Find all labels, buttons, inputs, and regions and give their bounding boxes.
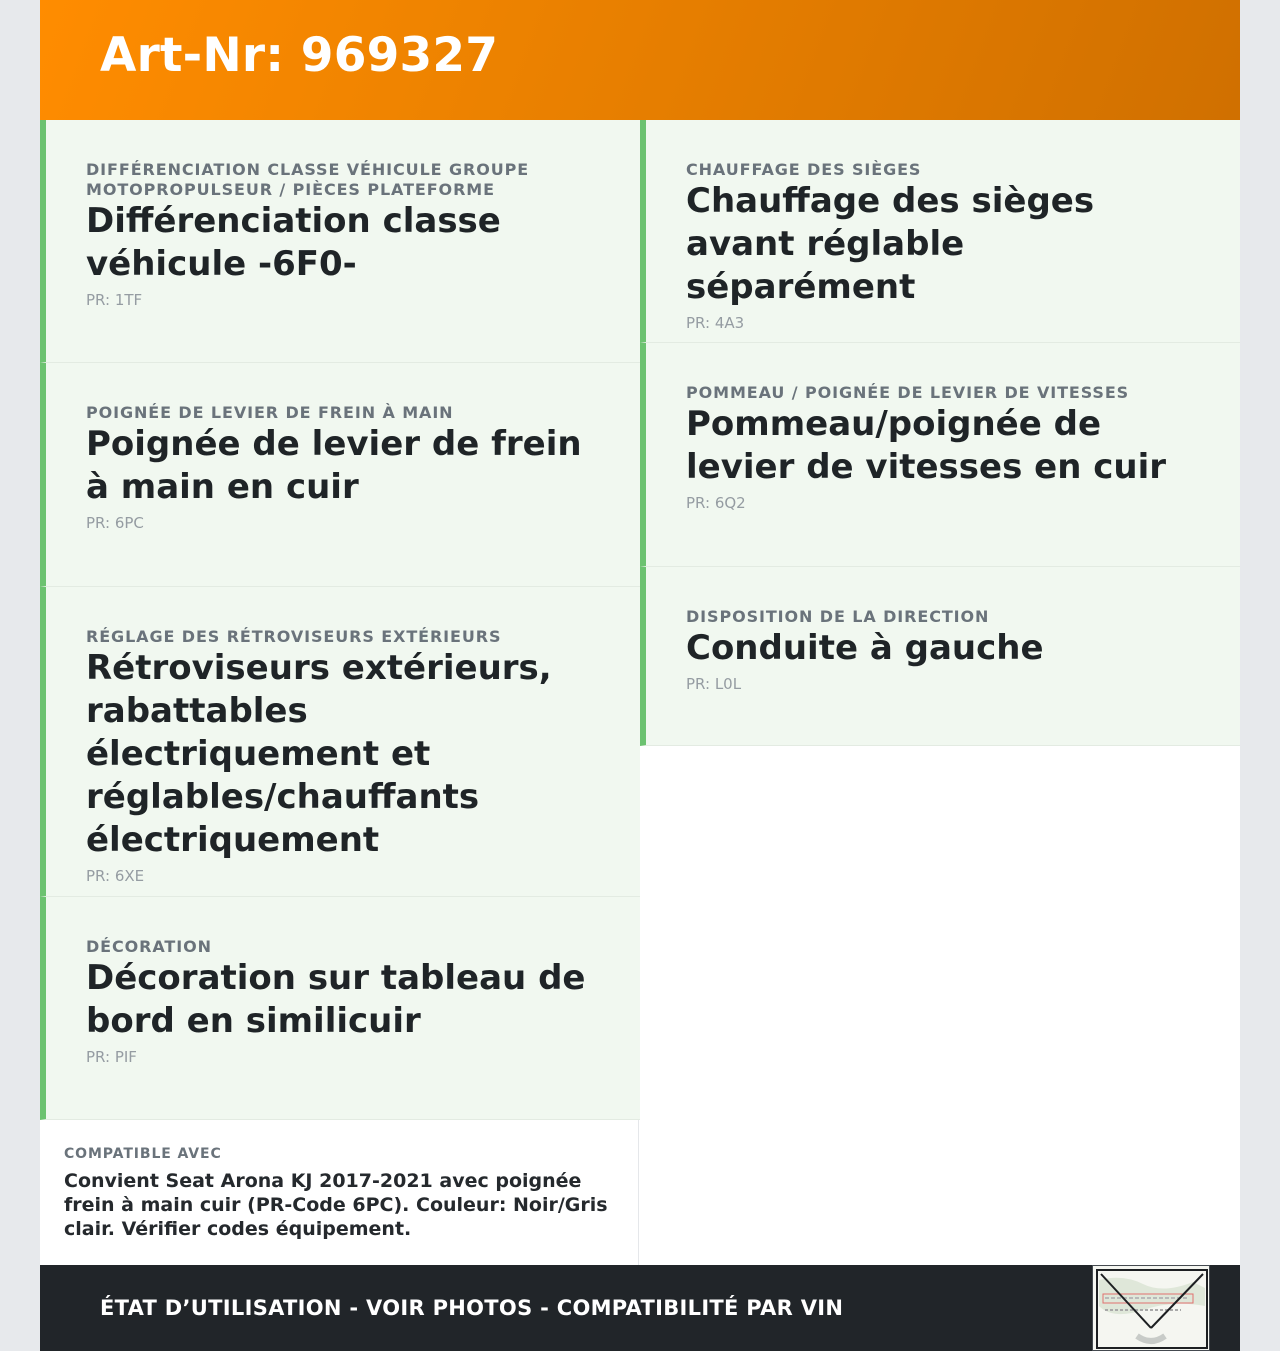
feature-category: POMMEAU / POIGNÉE DE LEVIER DE VITESSES — [686, 383, 1130, 402]
feature-category: DIFFÉRENCIATION CLASSE VÉHICULE GROUPE MOTOPROPULSEUR / PIÈCES PLATEFORME — [86, 160, 530, 199]
feature-title: Décoration sur tableau de bord en similicuir — [86, 958, 586, 1041]
right-column — [640, 120, 1240, 746]
feature-card — [40, 587, 640, 897]
feature-pr-code: PR: L0L — [686, 675, 742, 693]
feature-pr-code: PR: 6PC — [86, 514, 144, 532]
feature-title: Pommeau/poignée de levier de vitesses en cuir — [686, 404, 1167, 487]
feature-category: POIGNÉE DE LEVIER DE FREIN À MAIN — [86, 403, 454, 422]
feature-card — [40, 897, 640, 1120]
feature-pr-code: PR: 1TF — [86, 291, 143, 309]
left-column — [40, 120, 640, 1120]
feature-category: RÉGLAGE DES RÉTROVISEURS EXTÉRIEURS — [86, 627, 502, 646]
feature-card — [640, 567, 1240, 746]
feature-pr-code: PR: 6Q2 — [686, 494, 746, 512]
feature-title: Rétroviseurs extérieurs, rabattables électriquement et réglables/chauffants électriquement — [86, 648, 552, 860]
feature-category: DISPOSITION DE LA DIRECTION — [686, 607, 990, 626]
feature-title: Différenciation classe véhicule -6F0- — [86, 201, 501, 284]
feature-card — [40, 363, 640, 587]
envelope-icon — [1092, 1265, 1210, 1351]
feature-title: Conduite à gauche — [686, 628, 1044, 668]
feature-title: Chauffage des sièges avant réglable séparément — [686, 181, 1095, 307]
article-number-title: Art-Nr: 969327 — [100, 28, 499, 83]
feature-title: Poignée de levier de frein à main en cuir — [86, 424, 582, 507]
spec-sheet — [40, 0, 1240, 1351]
feature-card — [40, 120, 640, 363]
feature-card — [640, 343, 1240, 567]
feature-pr-code: PR: PIF — [86, 1048, 137, 1066]
compatibility-box — [40, 1120, 639, 1265]
envelope-icon-graphic — [1093, 1266, 1210, 1351]
footer-bar — [40, 1265, 1240, 1351]
footer-text: ÉTAT D’UTILISATION - VOIR PHOTOS - COMPATIBILITÉ PAR VIN — [100, 1296, 844, 1320]
feature-category: DÉCORATION — [86, 937, 212, 956]
compatibility-text: Convient Seat Arona KJ 2017-2021 avec poignée frein à main cuir (PR-Code 6PC). Couleur: Noir/Gris clair. Vérifier codes équipement. — [64, 1170, 608, 1240]
compatibility-label: COMPATIBLE AVEC — [64, 1146, 222, 1162]
feature-card — [640, 120, 1240, 343]
header-banner — [40, 0, 1240, 120]
feature-category: CHAUFFAGE DES SIÈGES — [686, 160, 922, 179]
feature-pr-code: PR: 4A3 — [686, 314, 745, 332]
feature-pr-code: PR: 6XE — [86, 867, 145, 885]
